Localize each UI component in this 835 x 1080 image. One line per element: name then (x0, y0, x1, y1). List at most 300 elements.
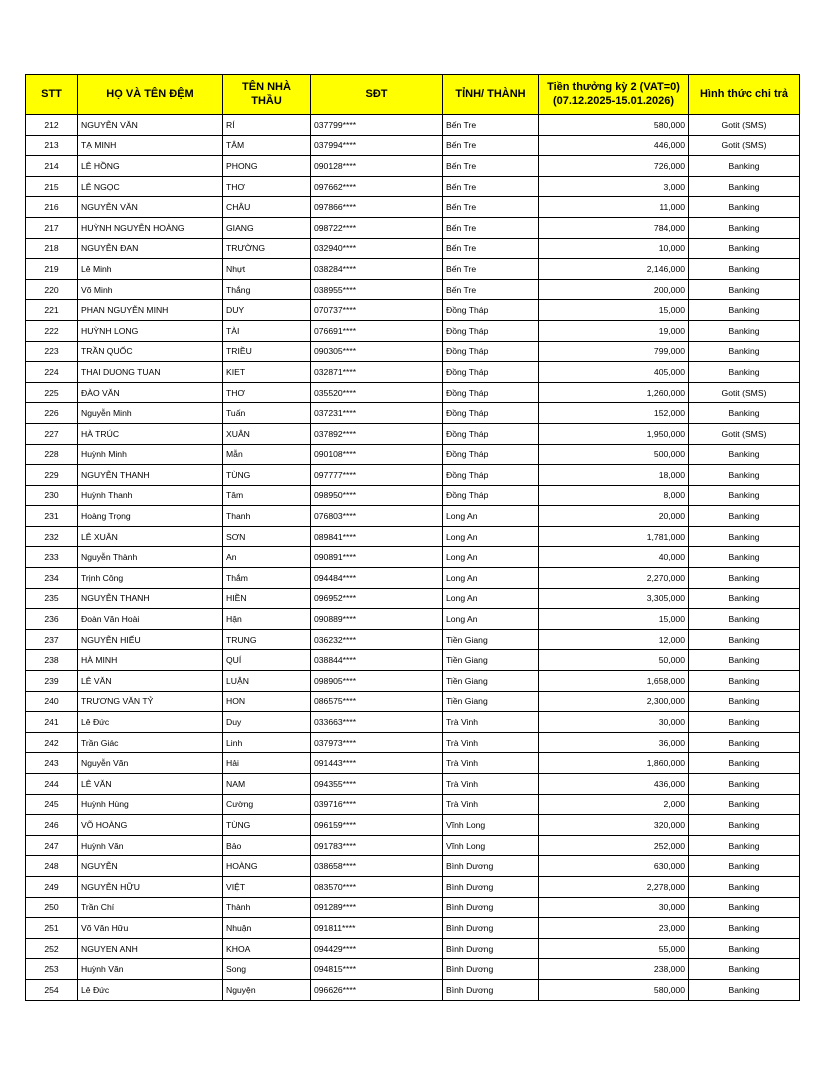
table-row (26, 300, 800, 321)
table-row (26, 629, 800, 650)
cell-stt: 228 (26, 444, 78, 465)
cell-stt: 222 (26, 320, 78, 341)
cell-contractor: Thành (223, 897, 311, 918)
cell-contractor: Mẫn (223, 444, 311, 465)
cell-phone: 076691**** (311, 320, 443, 341)
cell-name: Huỳnh Minh (78, 444, 223, 465)
cell-contractor: Bảo (223, 835, 311, 856)
cell-stt: 216 (26, 197, 78, 218)
cell-province: Tiền Giang (443, 671, 539, 692)
cell-reward: 784,000 (539, 217, 689, 238)
cell-reward: 238,000 (539, 959, 689, 980)
cell-contractor: RÍ (223, 115, 311, 136)
cell-name: Nguyễn Văn (78, 753, 223, 774)
cell-phone: 091811**** (311, 918, 443, 939)
cell-province: Đồng Tháp (443, 320, 539, 341)
cell-province: Đồng Tháp (443, 403, 539, 424)
cell-stt: 223 (26, 341, 78, 362)
cell-stt: 219 (26, 259, 78, 280)
cell-payment: Banking (689, 320, 800, 341)
cell-name: Nguyễn Minh (78, 403, 223, 424)
cell-name: Huỳnh Văn (78, 959, 223, 980)
cell-stt: 213 (26, 135, 78, 156)
cell-payment: Banking (689, 835, 800, 856)
cell-name: PHAN NGUYỄN MINH (78, 300, 223, 321)
cell-reward: 1,781,000 (539, 526, 689, 547)
cell-stt: 233 (26, 547, 78, 568)
table-row (26, 712, 800, 733)
cell-province: Bến Tre (443, 115, 539, 136)
cell-name: LÊ XUÂN (78, 526, 223, 547)
table-body (26, 115, 800, 1001)
cell-name: Đoàn Văn Hoài (78, 609, 223, 630)
cell-stt: 247 (26, 835, 78, 856)
cell-payment: Banking (689, 547, 800, 568)
cell-name: LÊ NGỌC (78, 176, 223, 197)
cell-payment: Banking (689, 588, 800, 609)
cell-phone: 096159**** (311, 815, 443, 836)
cell-name: Trịnh Công (78, 568, 223, 589)
cell-province: Tiền Giang (443, 650, 539, 671)
cell-stt: 250 (26, 897, 78, 918)
cell-province: Tiền Giang (443, 629, 539, 650)
table-row (26, 774, 800, 795)
cell-stt: 226 (26, 403, 78, 424)
cell-contractor: Duy (223, 712, 311, 733)
header-phone: SĐT (311, 75, 443, 115)
cell-phone: 091289**** (311, 897, 443, 918)
table-row (26, 485, 800, 506)
cell-stt: 244 (26, 774, 78, 795)
cell-payment: Banking (689, 918, 800, 939)
cell-reward: 200,000 (539, 279, 689, 300)
table-row (26, 506, 800, 527)
cell-phone: 090128**** (311, 156, 443, 177)
cell-payment: Banking (689, 568, 800, 589)
cell-name: Lê Minh (78, 259, 223, 280)
cell-stt: 252 (26, 938, 78, 959)
cell-reward: 3,305,000 (539, 588, 689, 609)
cell-contractor: DUY (223, 300, 311, 321)
cell-reward: 2,270,000 (539, 568, 689, 589)
cell-province: Trà Vinh (443, 712, 539, 733)
cell-phone: 070737**** (311, 300, 443, 321)
cell-reward: 15,000 (539, 300, 689, 321)
cell-phone: 089841**** (311, 526, 443, 547)
cell-phone: 038284**** (311, 259, 443, 280)
cell-payment: Banking (689, 197, 800, 218)
cell-payment: Banking (689, 217, 800, 238)
cell-province: Bình Dương (443, 938, 539, 959)
cell-contractor: TRUNG (223, 629, 311, 650)
header-name: HỌ VÀ TÊN ĐỆM (78, 75, 223, 115)
cell-contractor: HIỀN (223, 588, 311, 609)
cell-name: HÀ TRÚC (78, 423, 223, 444)
table-row (26, 197, 800, 218)
cell-name: Võ Văn Hữu (78, 918, 223, 939)
cell-province: Đồng Tháp (443, 485, 539, 506)
cell-phone: 098950**** (311, 485, 443, 506)
cell-province: Đồng Tháp (443, 382, 539, 403)
cell-stt: 224 (26, 362, 78, 383)
cell-payment: Banking (689, 732, 800, 753)
cell-payment: Banking (689, 506, 800, 527)
cell-province: Bến Tre (443, 279, 539, 300)
cell-reward: 436,000 (539, 774, 689, 795)
cell-reward: 40,000 (539, 547, 689, 568)
cell-phone: 097662**** (311, 176, 443, 197)
cell-contractor: THƠ (223, 176, 311, 197)
cell-contractor: TÂM (223, 135, 311, 156)
cell-contractor: Hận (223, 609, 311, 630)
cell-name: HUỲNH LONG (78, 320, 223, 341)
cell-province: Bến Tre (443, 197, 539, 218)
cell-payment: Banking (689, 403, 800, 424)
table-row (26, 217, 800, 238)
cell-phone: 098905**** (311, 671, 443, 692)
cell-reward: 20,000 (539, 506, 689, 527)
cell-payment: Banking (689, 609, 800, 630)
cell-contractor: THƠ (223, 382, 311, 403)
cell-phone: 038844**** (311, 650, 443, 671)
cell-province: Bến Tre (443, 217, 539, 238)
cell-reward: 10,000 (539, 238, 689, 259)
table-row (26, 732, 800, 753)
cell-reward: 50,000 (539, 650, 689, 671)
cell-contractor: An (223, 547, 311, 568)
cell-contractor: QUÍ (223, 650, 311, 671)
header-reward: Tiền thưởng kỳ 2 (VAT=0) (07.12.2025-15.01.2026) (539, 75, 689, 115)
cell-payment: Banking (689, 691, 800, 712)
cell-province: Long An (443, 526, 539, 547)
table-row (26, 568, 800, 589)
cell-stt: 217 (26, 217, 78, 238)
cell-name: THAI DUONG TUAN (78, 362, 223, 383)
table-row (26, 753, 800, 774)
table-header-row (26, 75, 800, 115)
cell-reward: 23,000 (539, 918, 689, 939)
table-row (26, 979, 800, 1000)
cell-stt: 218 (26, 238, 78, 259)
cell-payment: Banking (689, 815, 800, 836)
cell-payment: Banking (689, 794, 800, 815)
table-row (26, 918, 800, 939)
reward-table (25, 74, 800, 1001)
cell-reward: 252,000 (539, 835, 689, 856)
cell-stt: 221 (26, 300, 78, 321)
cell-contractor: TRIỀU (223, 341, 311, 362)
cell-name: NGUYỄN ĐAN (78, 238, 223, 259)
cell-province: Đồng Tháp (443, 362, 539, 383)
table-row (26, 341, 800, 362)
cell-stt: 225 (26, 382, 78, 403)
table-row (26, 588, 800, 609)
cell-province: Bến Tre (443, 135, 539, 156)
cell-reward: 580,000 (539, 979, 689, 1000)
cell-contractor: Hải (223, 753, 311, 774)
cell-phone: 094355**** (311, 774, 443, 795)
cell-province: Trà Vinh (443, 732, 539, 753)
cell-stt: 246 (26, 815, 78, 836)
cell-reward: 1,860,000 (539, 753, 689, 774)
cell-stt: 215 (26, 176, 78, 197)
cell-name: NGUYỄN HỮU (78, 876, 223, 897)
cell-province: Long An (443, 588, 539, 609)
cell-phone: 039716**** (311, 794, 443, 815)
cell-payment: Banking (689, 176, 800, 197)
cell-reward: 36,000 (539, 732, 689, 753)
table-row (26, 547, 800, 568)
cell-name: NGUYEN ANH (78, 938, 223, 959)
cell-payment: Banking (689, 671, 800, 692)
cell-phone: 033663**** (311, 712, 443, 733)
cell-province: Bình Dương (443, 959, 539, 980)
cell-reward: 2,000 (539, 794, 689, 815)
cell-contractor: XUÂN (223, 423, 311, 444)
cell-name: NGUYỄN VĂN (78, 115, 223, 136)
cell-phone: 038658**** (311, 856, 443, 877)
cell-stt: 240 (26, 691, 78, 712)
table-row (26, 176, 800, 197)
cell-payment: Banking (689, 774, 800, 795)
cell-reward: 8,000 (539, 485, 689, 506)
cell-name: NGUYỄN VĂN (78, 197, 223, 218)
cell-reward: 18,000 (539, 465, 689, 486)
cell-payment: Banking (689, 753, 800, 774)
cell-phone: 090891**** (311, 547, 443, 568)
cell-phone: 094429**** (311, 938, 443, 959)
table-row (26, 135, 800, 156)
cell-stt: 242 (26, 732, 78, 753)
cell-name: NGUYỄN HIẾU (78, 629, 223, 650)
cell-payment: Banking (689, 959, 800, 980)
cell-contractor: HOÀNG (223, 856, 311, 877)
cell-stt: 231 (26, 506, 78, 527)
cell-phone: 036232**** (311, 629, 443, 650)
cell-name: Trần Chí (78, 897, 223, 918)
cell-province: Đồng Tháp (443, 423, 539, 444)
cell-contractor: Song (223, 959, 311, 980)
cell-province: Bình Dương (443, 979, 539, 1000)
cell-contractor: KIET (223, 362, 311, 383)
table-row (26, 794, 800, 815)
cell-reward: 320,000 (539, 815, 689, 836)
cell-payment: Banking (689, 238, 800, 259)
cell-name: Nguyễn Thành (78, 547, 223, 568)
cell-reward: 30,000 (539, 712, 689, 733)
cell-reward: 3,000 (539, 176, 689, 197)
cell-name: TẠ MINH (78, 135, 223, 156)
cell-payment: Banking (689, 526, 800, 547)
cell-phone: 035520**** (311, 382, 443, 403)
cell-phone: 038955**** (311, 279, 443, 300)
cell-stt: 251 (26, 918, 78, 939)
cell-stt: 245 (26, 794, 78, 815)
cell-province: Trà Vinh (443, 753, 539, 774)
cell-reward: 30,000 (539, 897, 689, 918)
cell-province: Long An (443, 609, 539, 630)
cell-province: Trà Vinh (443, 794, 539, 815)
cell-phone: 090889**** (311, 609, 443, 630)
cell-reward: 500,000 (539, 444, 689, 465)
cell-province: Bình Dương (443, 876, 539, 897)
cell-name: LÊ VĂN (78, 671, 223, 692)
cell-stt: 214 (26, 156, 78, 177)
cell-contractor: Nhựt (223, 259, 311, 280)
cell-contractor: TÀI (223, 320, 311, 341)
cell-phone: 091443**** (311, 753, 443, 774)
cell-payment: Banking (689, 362, 800, 383)
cell-payment: Banking (689, 650, 800, 671)
cell-province: Bến Tre (443, 238, 539, 259)
cell-name: Huỳnh Thanh (78, 485, 223, 506)
cell-province: Long An (443, 547, 539, 568)
cell-province: Bến Tre (443, 156, 539, 177)
cell-reward: 405,000 (539, 362, 689, 383)
cell-contractor: NAM (223, 774, 311, 795)
cell-payment: Banking (689, 629, 800, 650)
cell-name: Trần Giác (78, 732, 223, 753)
cell-contractor: Cường (223, 794, 311, 815)
table-row (26, 382, 800, 403)
cell-province: Vĩnh Long (443, 835, 539, 856)
cell-reward: 12,000 (539, 629, 689, 650)
cell-phone: 037231**** (311, 403, 443, 424)
cell-payment: Gotit (SMS) (689, 115, 800, 136)
cell-payment: Banking (689, 485, 800, 506)
cell-contractor: Nguyện (223, 979, 311, 1000)
header-stt: STT (26, 75, 78, 115)
cell-contractor: Thắng (223, 279, 311, 300)
table-row (26, 156, 800, 177)
cell-payment: Banking (689, 856, 800, 877)
cell-payment: Banking (689, 465, 800, 486)
cell-stt: 241 (26, 712, 78, 733)
cell-payment: Banking (689, 259, 800, 280)
cell-payment: Banking (689, 300, 800, 321)
cell-name: Lê Đức (78, 979, 223, 1000)
cell-stt: 253 (26, 959, 78, 980)
table-row (26, 238, 800, 259)
cell-stt: 243 (26, 753, 78, 774)
cell-name: TRẦN QUỐC (78, 341, 223, 362)
cell-contractor: GIANG (223, 217, 311, 238)
cell-stt: 229 (26, 465, 78, 486)
cell-province: Vĩnh Long (443, 815, 539, 836)
cell-province: Tiền Giang (443, 691, 539, 712)
cell-phone: 083570**** (311, 876, 443, 897)
table-row (26, 938, 800, 959)
table-row (26, 423, 800, 444)
cell-name: Lê Đức (78, 712, 223, 733)
cell-phone: 094815**** (311, 959, 443, 980)
cell-reward: 19,000 (539, 320, 689, 341)
cell-contractor: Thanh (223, 506, 311, 527)
cell-payment: Gotit (SMS) (689, 382, 800, 403)
cell-payment: Banking (689, 341, 800, 362)
header-contractor: TÊN NHÀ THẦU (223, 75, 311, 115)
cell-contractor: VIỆT (223, 876, 311, 897)
cell-reward: 580,000 (539, 115, 689, 136)
cell-name: ĐÀO VĂN (78, 382, 223, 403)
cell-stt: 238 (26, 650, 78, 671)
cell-phone: 032940**** (311, 238, 443, 259)
cell-payment: Banking (689, 876, 800, 897)
cell-reward: 152,000 (539, 403, 689, 424)
cell-reward: 11,000 (539, 197, 689, 218)
table-row (26, 403, 800, 424)
cell-payment: Banking (689, 156, 800, 177)
cell-contractor: Thắm (223, 568, 311, 589)
cell-payment: Banking (689, 279, 800, 300)
cell-contractor: CHÂU (223, 197, 311, 218)
cell-phone: 037994**** (311, 135, 443, 156)
cell-reward: 1,658,000 (539, 671, 689, 692)
table-row (26, 115, 800, 136)
cell-reward: 1,950,000 (539, 423, 689, 444)
cell-province: Bình Dương (443, 856, 539, 877)
cell-stt: 230 (26, 485, 78, 506)
cell-contractor: Tuấn (223, 403, 311, 424)
cell-province: Bến Tre (443, 176, 539, 197)
cell-contractor: Nhuận (223, 918, 311, 939)
cell-phone: 037973**** (311, 732, 443, 753)
cell-name: NGUYỄN THANH (78, 465, 223, 486)
table-row (26, 691, 800, 712)
table-row (26, 897, 800, 918)
cell-reward: 2,146,000 (539, 259, 689, 280)
cell-stt: 254 (26, 979, 78, 1000)
cell-contractor: TRƯỜNG (223, 238, 311, 259)
cell-name: Huỳnh Văn (78, 835, 223, 856)
header-province: TỈNH/ THÀNH (443, 75, 539, 115)
cell-name: Võ Minh (78, 279, 223, 300)
cell-reward: 55,000 (539, 938, 689, 959)
cell-phone: 094484**** (311, 568, 443, 589)
cell-name: NGUYỄN THANH (78, 588, 223, 609)
table-row (26, 465, 800, 486)
cell-contractor: TÙNG (223, 815, 311, 836)
table-row (26, 526, 800, 547)
cell-phone: 097866**** (311, 197, 443, 218)
cell-contractor: LUẬN (223, 671, 311, 692)
cell-payment: Banking (689, 979, 800, 1000)
cell-stt: 235 (26, 588, 78, 609)
cell-province: Đồng Tháp (443, 465, 539, 486)
table-row (26, 835, 800, 856)
cell-phone: 076803**** (311, 506, 443, 527)
cell-payment: Banking (689, 444, 800, 465)
cell-province: Đồng Tháp (443, 444, 539, 465)
cell-stt: 232 (26, 526, 78, 547)
table-row (26, 609, 800, 630)
cell-contractor: Linh (223, 732, 311, 753)
cell-contractor: TÙNG (223, 465, 311, 486)
cell-stt: 239 (26, 671, 78, 692)
table-row (26, 259, 800, 280)
cell-phone: 096952**** (311, 588, 443, 609)
cell-name: LÊ VĂN (78, 774, 223, 795)
table-row (26, 650, 800, 671)
cell-name: Hoàng Trọng (78, 506, 223, 527)
cell-reward: 446,000 (539, 135, 689, 156)
cell-payment: Banking (689, 712, 800, 733)
header-payment: Hình thức chi trả (689, 75, 800, 115)
cell-reward: 726,000 (539, 156, 689, 177)
cell-name: HUỲNH NGUYỄN HOÀNG (78, 217, 223, 238)
cell-name: TRƯƠNG VĂN TỶ (78, 691, 223, 712)
table-row (26, 444, 800, 465)
